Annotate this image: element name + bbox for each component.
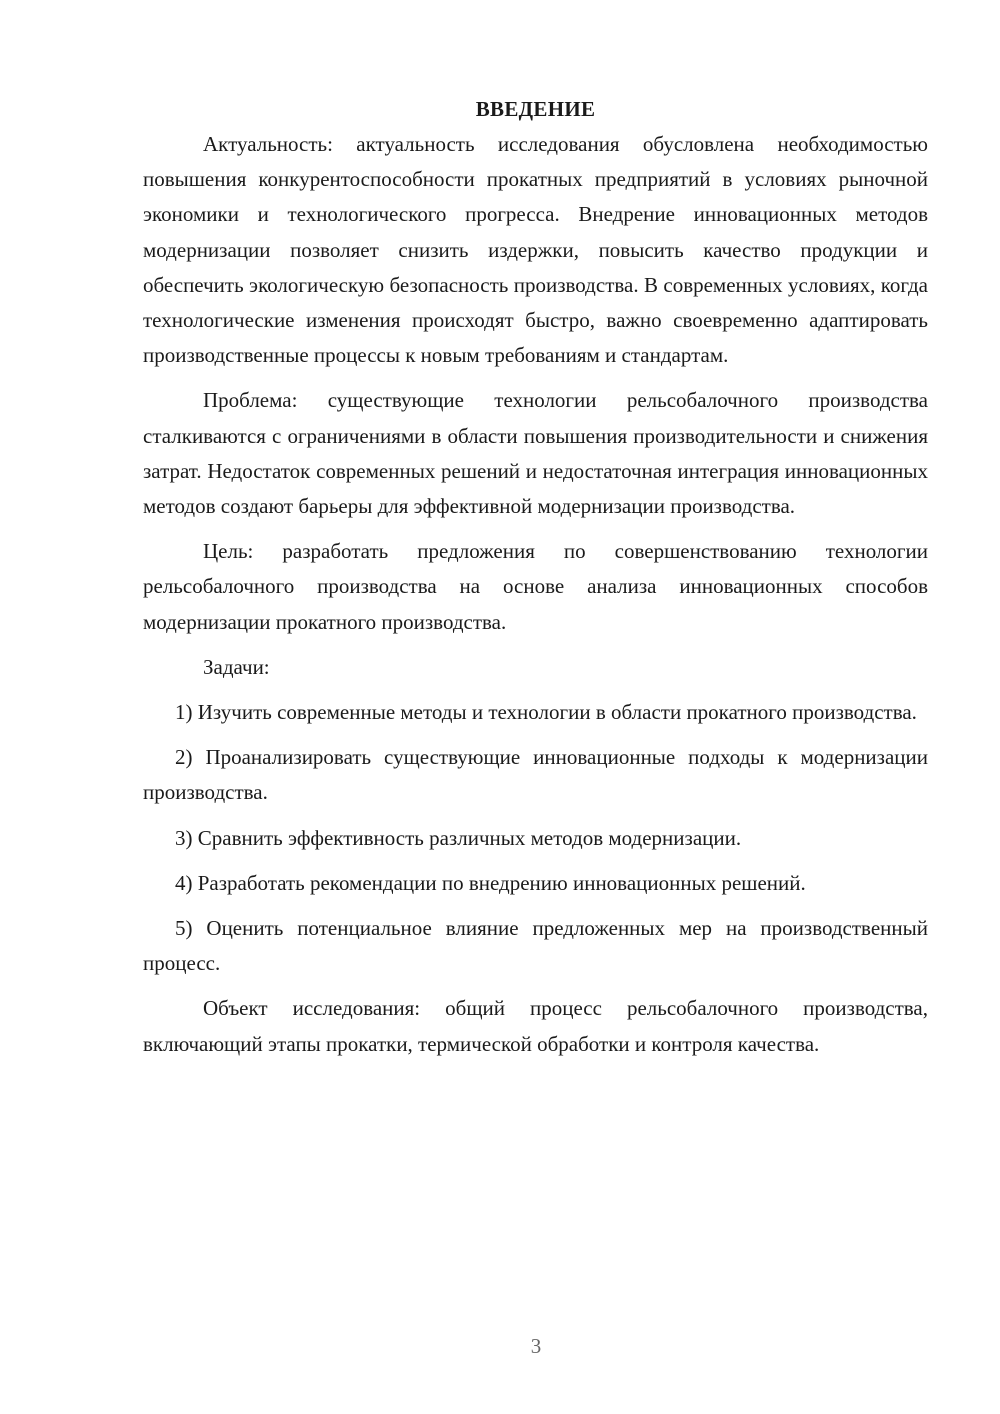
page-number: 3 <box>530 1334 542 1358</box>
task-item-3: 3) Сравнить эффективность различных методов модернизации. <box>175 825 742 850</box>
problem-paragraph: Проблема: существующие технологии рельсобалочного производства сталкиваются с ограничениями в области повышения производительности и снижения затрат. Недостаток современных решений и недостаточная интеграция инновационных методов создают барьеры для эффективной модернизации производства. <box>143 388 928 519</box>
task-item-1: 1) Изучить современные методы и технологии в области прокатного производства. <box>175 700 917 725</box>
object-paragraph: Объект исследования: общий процесс рельсобалочного производства, включающий этапы прокатки, термической обработки и контроля качества. <box>143 996 928 1056</box>
task-item-4: 4) Разработать рекомендации по внедрению инновационных решений. <box>175 870 806 895</box>
task-item-2: 2) Проанализировать существующие инновационные подходы к модернизации производства. <box>143 745 928 805</box>
relevance-paragraph: Актуальность: актуальность исследования обусловлена необходимостью повышения конкурентоспособности прокатных предприятий в условиях рыночной экономики и технологического прогресса. Внедрение инновационных методов модернизации позволяет снизить издержки, повысить качество продукции и обеспечить экологическую безопасность производства. В современных условиях, когда технологические изменения происходят быстро, важно своевременно адаптировать производственные процессы к новым требованиям и стандартам. <box>143 132 928 368</box>
document-page <box>143 92 928 1072</box>
goal-paragraph: Цель: разработать предложения по совершенствованию технологии рельсобалочного производства на основе анализа инновационных способов модернизации прокатного производства. <box>143 539 928 634</box>
task-item-5: 5) Оценить потенциальное влияние предложенных мер на производственный процесс. <box>143 916 928 976</box>
tasks-label: Задачи: <box>203 654 270 679</box>
section-heading: ВВЕДЕНИЕ <box>475 97 596 121</box>
